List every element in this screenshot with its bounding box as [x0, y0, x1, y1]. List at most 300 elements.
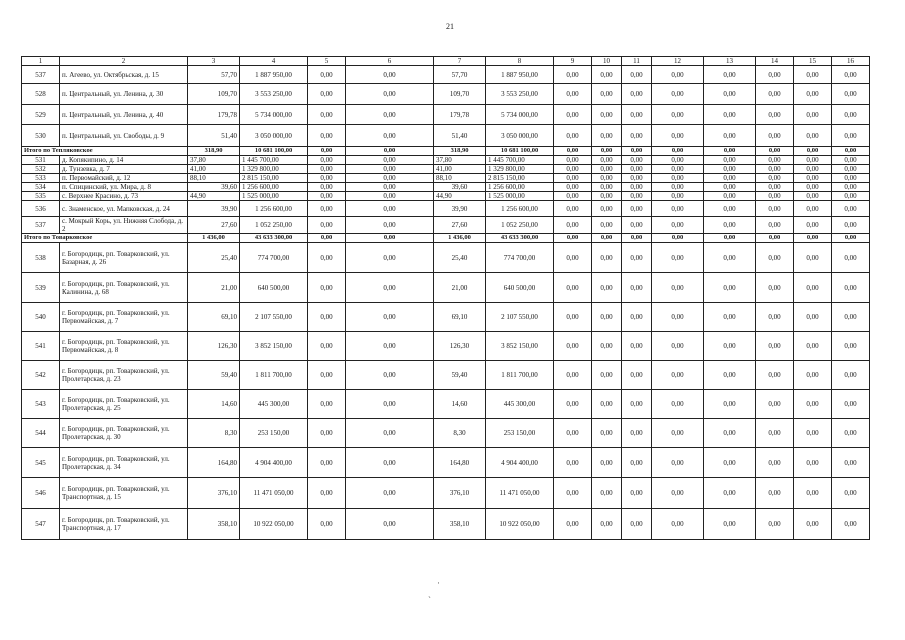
- zero-cell: 0,00: [622, 332, 652, 361]
- zero-cell: 0,00: [622, 192, 652, 201]
- zero-cell: 0,00: [832, 243, 870, 273]
- area-cell: 57,70: [434, 66, 486, 84]
- address-cell: с. Мокрый Корь, ул. Нижняя Слобода, д. 2: [60, 217, 188, 234]
- zero-cell: 0,00: [652, 332, 704, 361]
- address-cell: п. Центральный, ул. Ленина, д. 40: [60, 105, 188, 125]
- zero-cell: 0,00: [756, 125, 794, 147]
- zero-cell: 0,00: [592, 165, 622, 174]
- zero-cell: 0,00: [652, 217, 704, 234]
- zero-cell: 0,00: [346, 147, 434, 156]
- zero-cell: 0,00: [622, 183, 652, 192]
- zero-cell: 0,00: [756, 390, 794, 419]
- column-header: 12: [652, 57, 704, 66]
- zero-cell: 0,00: [622, 174, 652, 183]
- zero-cell: 0,00: [592, 234, 622, 243]
- zero-cell: 0,00: [308, 448, 346, 478]
- row-number: 536: [22, 201, 60, 217]
- area-cell: 39,60: [434, 183, 486, 192]
- zero-cell: 0,00: [794, 303, 832, 332]
- zero-cell: 0,00: [794, 156, 832, 165]
- address-cell: г. Богородицк, рп. Товарковский, ул. Калинина, д. 68: [60, 273, 188, 303]
- zero-cell: 0,00: [756, 217, 794, 234]
- address-cell: п. Агеево, ул. Октябрьская, д. 15: [60, 66, 188, 84]
- zero-cell: 0,00: [592, 147, 622, 156]
- column-header: 14: [756, 57, 794, 66]
- register-table: [21, 56, 870, 540]
- zero-cell: 0,00: [794, 243, 832, 273]
- zero-cell: 0,00: [794, 361, 832, 390]
- cost-cell: 5 734 000,00: [486, 105, 554, 125]
- cost-cell: 445 300,00: [486, 390, 554, 419]
- zero-cell: 0,00: [554, 201, 592, 217]
- cost-cell: 4 904 400,00: [486, 448, 554, 478]
- zero-cell: 0,00: [794, 84, 832, 105]
- column-header: 1: [22, 57, 60, 66]
- address-cell: п. Первомайский, д. 12: [60, 174, 188, 183]
- zero-cell: 0,00: [756, 361, 794, 390]
- zero-cell: 0,00: [704, 303, 756, 332]
- cost-cell: 10 922 050,00: [240, 509, 308, 540]
- zero-cell: 0,00: [308, 509, 346, 540]
- zero-cell: 0,00: [652, 390, 704, 419]
- area-cell: 51,40: [434, 125, 486, 147]
- column-header: 8: [486, 57, 554, 66]
- zero-cell: 0,00: [832, 509, 870, 540]
- zero-cell: 0,00: [622, 217, 652, 234]
- zero-cell: 0,00: [622, 478, 652, 509]
- cost-cell: 253 150,00: [240, 419, 308, 448]
- zero-cell: 0,00: [794, 419, 832, 448]
- zero-cell: 0,00: [554, 332, 592, 361]
- zero-cell: 0,00: [554, 125, 592, 147]
- row-number: 545: [22, 448, 60, 478]
- row-number: 541: [22, 332, 60, 361]
- cost-cell: 774 700,00: [240, 243, 308, 273]
- zero-cell: 0,00: [308, 105, 346, 125]
- cost-cell: 43 633 300,00: [240, 234, 308, 243]
- zero-cell: 0,00: [622, 84, 652, 105]
- area-cell: 8,30: [434, 419, 486, 448]
- row-number: 537: [22, 217, 60, 234]
- area-cell: 41,00: [188, 165, 240, 174]
- cost-cell: 1 256 600,00: [240, 183, 308, 192]
- zero-cell: 0,00: [592, 243, 622, 273]
- cost-cell: 11 471 050,00: [486, 478, 554, 509]
- zero-cell: 0,00: [308, 156, 346, 165]
- address-cell: г. Богородицк, рп. Товарковский, ул. Пролетарская, д. 23: [60, 361, 188, 390]
- table-row: [22, 183, 870, 192]
- cost-cell: 2 107 550,00: [240, 303, 308, 332]
- zero-cell: 0,00: [308, 234, 346, 243]
- table-row: [22, 273, 870, 303]
- zero-cell: 0,00: [554, 66, 592, 84]
- area-cell: 27,60: [434, 217, 486, 234]
- zero-cell: 0,00: [832, 156, 870, 165]
- zero-cell: 0,00: [592, 156, 622, 165]
- zero-cell: 0,00: [622, 419, 652, 448]
- cost-cell: 1 445 700,00: [240, 156, 308, 165]
- zero-cell: 0,00: [794, 448, 832, 478]
- area-cell: 14,60: [188, 390, 240, 419]
- area-cell: 41,00: [434, 165, 486, 174]
- zero-cell: 0,00: [622, 448, 652, 478]
- table-row: [22, 448, 870, 478]
- zero-cell: 0,00: [832, 192, 870, 201]
- cost-cell: 1 525 000,00: [486, 192, 554, 201]
- column-header: 13: [704, 57, 756, 66]
- area-cell: 69,10: [188, 303, 240, 332]
- zero-cell: 0,00: [704, 234, 756, 243]
- zero-cell: 0,00: [554, 174, 592, 183]
- zero-cell: 0,00: [704, 201, 756, 217]
- cost-cell: 2 107 550,00: [486, 303, 554, 332]
- row-number: 546: [22, 478, 60, 509]
- zero-cell: 0,00: [832, 105, 870, 125]
- zero-cell: 0,00: [308, 419, 346, 448]
- zero-cell: 0,00: [554, 84, 592, 105]
- zero-cell: 0,00: [652, 509, 704, 540]
- zero-cell: 0,00: [346, 201, 434, 217]
- row-number: 544: [22, 419, 60, 448]
- zero-cell: 0,00: [554, 419, 592, 448]
- zero-cell: 0,00: [832, 390, 870, 419]
- zero-cell: 0,00: [592, 478, 622, 509]
- zero-cell: 0,00: [554, 303, 592, 332]
- cost-cell: 774 700,00: [486, 243, 554, 273]
- area-cell: 8,30: [188, 419, 240, 448]
- cost-cell: 1 256 600,00: [486, 183, 554, 192]
- cost-cell: 10 681 100,00: [240, 147, 308, 156]
- zero-cell: 0,00: [346, 478, 434, 509]
- zero-cell: 0,00: [832, 147, 870, 156]
- zero-cell: 0,00: [652, 84, 704, 105]
- zero-cell: 0,00: [704, 448, 756, 478]
- row-number: 542: [22, 361, 60, 390]
- zero-cell: 0,00: [794, 390, 832, 419]
- address-cell: п. Спицинский, ул. Мира, д. 8: [60, 183, 188, 192]
- zero-cell: 0,00: [346, 390, 434, 419]
- cost-cell: 1 887 950,00: [240, 66, 308, 84]
- zero-cell: 0,00: [592, 66, 622, 84]
- area-cell: 179,78: [188, 105, 240, 125]
- zero-cell: 0,00: [554, 183, 592, 192]
- zero-cell: 0,00: [652, 448, 704, 478]
- zero-cell: 0,00: [554, 390, 592, 419]
- zero-cell: 0,00: [704, 156, 756, 165]
- column-header: 6: [346, 57, 434, 66]
- column-header: 16: [832, 57, 870, 66]
- table-row: [22, 174, 870, 183]
- table-row: [22, 105, 870, 125]
- zero-cell: 0,00: [832, 201, 870, 217]
- row-number: 533: [22, 174, 60, 183]
- zero-cell: 0,00: [554, 147, 592, 156]
- zero-cell: 0,00: [756, 509, 794, 540]
- zero-cell: 0,00: [622, 390, 652, 419]
- zero-cell: 0,00: [592, 183, 622, 192]
- cost-cell: 445 300,00: [240, 390, 308, 419]
- cost-cell: 1 052 250,00: [486, 217, 554, 234]
- zero-cell: 0,00: [554, 234, 592, 243]
- area-cell: 179,78: [434, 105, 486, 125]
- zero-cell: 0,00: [832, 174, 870, 183]
- zero-cell: 0,00: [308, 390, 346, 419]
- subtotal-label: Итого по Товарковское: [22, 234, 188, 243]
- column-header: 7: [434, 57, 486, 66]
- area-cell: 376,10: [188, 478, 240, 509]
- zero-cell: 0,00: [794, 125, 832, 147]
- cost-cell: 3 050 000,00: [240, 125, 308, 147]
- table-row: [22, 478, 870, 509]
- cost-cell: 1 811 700,00: [240, 361, 308, 390]
- zero-cell: 0,00: [652, 192, 704, 201]
- zero-cell: 0,00: [308, 147, 346, 156]
- zero-cell: 0,00: [592, 105, 622, 125]
- table-row: [22, 509, 870, 540]
- column-header: 15: [794, 57, 832, 66]
- zero-cell: 0,00: [308, 361, 346, 390]
- zero-cell: 0,00: [592, 448, 622, 478]
- zero-cell: 0,00: [832, 332, 870, 361]
- zero-cell: 0,00: [794, 192, 832, 201]
- zero-cell: 0,00: [652, 303, 704, 332]
- area-cell: 109,70: [188, 84, 240, 105]
- table-row: [22, 201, 870, 217]
- zero-cell: 0,00: [346, 234, 434, 243]
- zero-cell: 0,00: [652, 243, 704, 273]
- table-row: [22, 125, 870, 147]
- zero-cell: 0,00: [622, 147, 652, 156]
- zero-cell: 0,00: [622, 234, 652, 243]
- zero-cell: 0,00: [308, 183, 346, 192]
- zero-cell: 0,00: [794, 105, 832, 125]
- zero-cell: 0,00: [346, 448, 434, 478]
- zero-cell: 0,00: [554, 165, 592, 174]
- row-number: 539: [22, 273, 60, 303]
- zero-cell: 0,00: [592, 201, 622, 217]
- cost-cell: 1 256 600,00: [486, 201, 554, 217]
- zero-cell: 0,00: [704, 509, 756, 540]
- zero-cell: 0,00: [756, 332, 794, 361]
- zero-cell: 0,00: [832, 125, 870, 147]
- column-header: 9: [554, 57, 592, 66]
- zero-cell: 0,00: [794, 509, 832, 540]
- area-cell: 39,60: [188, 183, 240, 192]
- zero-cell: 0,00: [592, 84, 622, 105]
- area-cell: 318,90: [434, 147, 486, 156]
- table-row: [22, 156, 870, 165]
- row-number: 528: [22, 84, 60, 105]
- zero-cell: 0,00: [652, 478, 704, 509]
- zero-cell: 0,00: [346, 243, 434, 273]
- zero-cell: 0,00: [756, 243, 794, 273]
- zero-cell: 0,00: [652, 174, 704, 183]
- table-row: [22, 419, 870, 448]
- zero-cell: 0,00: [704, 165, 756, 174]
- zero-cell: 0,00: [592, 419, 622, 448]
- area-cell: 126,30: [188, 332, 240, 361]
- row-number: 538: [22, 243, 60, 273]
- area-cell: 44,90: [188, 192, 240, 201]
- table-row: [22, 303, 870, 332]
- area-cell: 37,80: [188, 156, 240, 165]
- cost-cell: 3 852 150,00: [240, 332, 308, 361]
- address-cell: г. Богородицк, рп. Товарковский, ул. Транспортная, д. 15: [60, 478, 188, 509]
- zero-cell: 0,00: [756, 192, 794, 201]
- zero-cell: 0,00: [832, 478, 870, 509]
- zero-cell: 0,00: [622, 165, 652, 174]
- zero-cell: 0,00: [346, 509, 434, 540]
- table-row: [22, 243, 870, 273]
- table-row: [22, 217, 870, 234]
- area-cell: 358,10: [434, 509, 486, 540]
- area-cell: 318,90: [188, 147, 240, 156]
- zero-cell: 0,00: [554, 243, 592, 273]
- address-cell: д. Тунзевка, д. 7: [60, 165, 188, 174]
- cost-cell: 640 500,00: [240, 273, 308, 303]
- area-cell: 57,70: [188, 66, 240, 84]
- zero-cell: 0,00: [308, 66, 346, 84]
- zero-cell: 0,00: [592, 332, 622, 361]
- area-cell: 27,60: [188, 217, 240, 234]
- area-cell: 39,90: [188, 201, 240, 217]
- zero-cell: 0,00: [794, 201, 832, 217]
- zero-cell: 0,00: [652, 165, 704, 174]
- zero-cell: 0,00: [308, 84, 346, 105]
- zero-cell: 0,00: [794, 478, 832, 509]
- address-cell: д. Копякипино, д. 14: [60, 156, 188, 165]
- zero-cell: 0,00: [704, 419, 756, 448]
- zero-cell: 0,00: [308, 165, 346, 174]
- zero-cell: 0,00: [346, 84, 434, 105]
- row-number: 530: [22, 125, 60, 147]
- zero-cell: 0,00: [652, 183, 704, 192]
- column-number-row: [22, 57, 870, 66]
- area-cell: 44,90: [434, 192, 486, 201]
- zero-cell: 0,00: [704, 217, 756, 234]
- zero-cell: 0,00: [832, 273, 870, 303]
- zero-cell: 0,00: [756, 105, 794, 125]
- zero-cell: 0,00: [832, 165, 870, 174]
- zero-cell: 0,00: [592, 192, 622, 201]
- zero-cell: 0,00: [652, 125, 704, 147]
- zero-cell: 0,00: [756, 84, 794, 105]
- zero-cell: 0,00: [652, 234, 704, 243]
- zero-cell: 0,00: [592, 509, 622, 540]
- zero-cell: 0,00: [704, 390, 756, 419]
- zero-cell: 0,00: [346, 125, 434, 147]
- zero-cell: 0,00: [756, 165, 794, 174]
- zero-cell: 0,00: [346, 156, 434, 165]
- zero-cell: 0,00: [346, 174, 434, 183]
- address-cell: п. Центральный, ул. Ленина, д. 30: [60, 84, 188, 105]
- scan-mark: ˏ: [428, 588, 431, 598]
- zero-cell: 0,00: [756, 234, 794, 243]
- zero-cell: 0,00: [794, 174, 832, 183]
- column-header: 3: [188, 57, 240, 66]
- zero-cell: 0,00: [346, 165, 434, 174]
- area-cell: 1 436,00: [188, 234, 240, 243]
- zero-cell: 0,00: [308, 273, 346, 303]
- zero-cell: 0,00: [346, 217, 434, 234]
- cost-cell: 3 852 150,00: [486, 332, 554, 361]
- zero-cell: 0,00: [704, 361, 756, 390]
- row-number: 532: [22, 165, 60, 174]
- zero-cell: 0,00: [308, 201, 346, 217]
- area-cell: 126,30: [434, 332, 486, 361]
- zero-cell: 0,00: [794, 165, 832, 174]
- area-cell: 37,80: [434, 156, 486, 165]
- zero-cell: 0,00: [794, 183, 832, 192]
- zero-cell: 0,00: [346, 192, 434, 201]
- zero-cell: 0,00: [832, 217, 870, 234]
- cost-cell: 4 904 400,00: [240, 448, 308, 478]
- zero-cell: 0,00: [308, 243, 346, 273]
- zero-cell: 0,00: [756, 303, 794, 332]
- area-cell: 88,10: [434, 174, 486, 183]
- subtotal-row: [22, 147, 870, 156]
- area-cell: 358,10: [188, 509, 240, 540]
- column-header: 10: [592, 57, 622, 66]
- zero-cell: 0,00: [756, 183, 794, 192]
- zero-cell: 0,00: [704, 183, 756, 192]
- cost-cell: 10 922 050,00: [486, 509, 554, 540]
- cost-cell: 2 815 150,00: [486, 174, 554, 183]
- zero-cell: 0,00: [704, 243, 756, 273]
- cost-cell: 253 150,00: [486, 419, 554, 448]
- zero-cell: 0,00: [704, 332, 756, 361]
- table-row: [22, 361, 870, 390]
- row-number: 529: [22, 105, 60, 125]
- zero-cell: 0,00: [832, 84, 870, 105]
- zero-cell: 0,00: [554, 217, 592, 234]
- cost-cell: 5 734 000,00: [240, 105, 308, 125]
- address-cell: с. Верхнее Красино, д. 73: [60, 192, 188, 201]
- cost-cell: 640 500,00: [486, 273, 554, 303]
- scan-mark: ·: [437, 578, 440, 588]
- zero-cell: 0,00: [592, 361, 622, 390]
- zero-cell: 0,00: [622, 105, 652, 125]
- zero-cell: 0,00: [592, 273, 622, 303]
- table-row: [22, 66, 870, 84]
- cost-cell: 3 553 250,00: [486, 84, 554, 105]
- area-cell: 25,40: [434, 243, 486, 273]
- zero-cell: 0,00: [794, 66, 832, 84]
- zero-cell: 0,00: [756, 156, 794, 165]
- zero-cell: 0,00: [652, 273, 704, 303]
- zero-cell: 0,00: [622, 509, 652, 540]
- zero-cell: 0,00: [622, 66, 652, 84]
- cost-cell: 3 553 250,00: [240, 84, 308, 105]
- area-cell: 59,40: [434, 361, 486, 390]
- table-row: [22, 192, 870, 201]
- cost-cell: 1 329 800,00: [240, 165, 308, 174]
- zero-cell: 0,00: [308, 303, 346, 332]
- zero-cell: 0,00: [652, 156, 704, 165]
- zero-cell: 0,00: [832, 234, 870, 243]
- zero-cell: 0,00: [756, 174, 794, 183]
- zero-cell: 0,00: [756, 478, 794, 509]
- zero-cell: 0,00: [794, 234, 832, 243]
- zero-cell: 0,00: [652, 147, 704, 156]
- row-number: 531: [22, 156, 60, 165]
- zero-cell: 0,00: [308, 217, 346, 234]
- cost-cell: 43 633 300,00: [486, 234, 554, 243]
- zero-cell: 0,00: [832, 448, 870, 478]
- zero-cell: 0,00: [592, 125, 622, 147]
- zero-cell: 0,00: [622, 156, 652, 165]
- area-cell: 21,00: [188, 273, 240, 303]
